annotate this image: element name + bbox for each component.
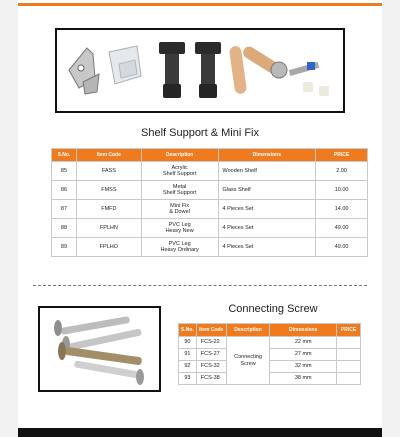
table-row [52,200,368,219]
cell-sno: 91 [179,349,197,361]
desc-line-1: Metal [172,183,187,190]
cell-sno: 90 [179,337,197,349]
col-header-sno: S.No. [179,324,197,337]
pvc-leg-images [159,42,221,98]
screw-section-title: Connecting Screw [228,303,318,315]
cell-description [141,162,218,181]
col-header-dimensions: Dimensions [270,324,337,337]
section-divider [33,285,367,286]
cell-price: 10.00 [316,181,368,200]
cell-item-code: FMSS [76,181,141,200]
cell-item-code: FCS-27 [196,349,226,361]
desc-line-1: PVC Leg [168,221,191,228]
cell-sno: 85 [52,162,77,181]
table-row [52,162,368,181]
desc-line-2: Shelf Support [162,171,197,177]
cell-dimensions: Wooden Shelf [218,162,316,181]
cell-item-code: FPLHO [76,238,141,257]
cell-sno: 86 [52,181,77,200]
desc-line-2: & Dowel [169,209,190,215]
cell-item-code: FMFD [76,200,141,219]
desc-line-2: Heavy New [165,228,194,234]
cell-item-code: FPLHN [76,219,141,238]
cell-sno: 87 [52,200,77,219]
cell-dimensions: 4 Pieces Set [218,219,316,238]
cell-dimensions: 4 Pieces Set [218,200,316,219]
col-header-item-code: Item Code [76,149,141,162]
catalog-page [18,0,382,437]
cell-item-code: FCS-22 [196,337,226,349]
cell-item-code: FCS-32 [196,361,226,373]
table-row [52,238,368,257]
desc-line-1: Acrylic [171,164,188,171]
cell-description: Connecting Screw [226,337,270,385]
cell-price [337,349,361,361]
table-header-row [179,324,361,337]
bottom-black-bar [18,428,382,437]
cell-item-code: FCS-38 [196,373,226,385]
cell-price: 49.00 [316,219,368,238]
shelf-support-product-photo [55,28,345,113]
connecting-screw-product-photo [38,306,161,392]
metal-shelf-support-image [69,48,99,94]
col-header-price: PRICE [337,324,361,337]
cell-description [141,219,218,238]
cell-price [337,361,361,373]
col-header-dimensions: Dimensions [218,149,316,162]
col-header-description: Description [141,149,218,162]
connecting-screw-table [178,323,361,385]
col-header-item-code: Item Code [196,324,226,337]
desc-line-2: Shelf Support [162,190,197,196]
desc-line-1: PVC Leg [168,240,191,247]
cell-dimensions: 32 mm [270,361,337,373]
cell-price: 2.00 [316,162,368,181]
cell-dimensions: 22 mm [270,337,337,349]
cell-description [141,238,218,257]
acrylic-shelf-support-image [109,46,141,84]
cell-price: 49.00 [316,238,368,257]
cell-dimensions: Glass Shelf [218,181,316,200]
table-row [179,337,361,349]
cell-dimensions: 38 mm [270,373,337,385]
shelf-section-title: Shelf Support & Mini Fix [141,127,259,139]
desc-line-1: Mini Fix [170,202,190,209]
cell-description [141,200,218,219]
mini-fix-image [271,62,329,96]
cell-price: 14.00 [316,200,368,219]
col-header-description: Description [226,324,270,337]
cell-price [337,373,361,385]
shelf-support-table [51,148,368,257]
col-header-price: PRICE [316,149,368,162]
top-orange-rule [18,3,382,6]
cell-sno: 89 [52,238,77,257]
table-row [179,349,361,361]
cell-price [337,337,361,349]
table-row [52,181,368,200]
cell-dimensions: 27 mm [270,349,337,361]
cell-sno: 92 [179,361,197,373]
table-row [52,219,368,238]
table-row [179,373,361,385]
connecting-screw-images [54,316,144,385]
cell-sno: 88 [52,219,77,238]
cell-dimensions: 4 Pieces Set [218,238,316,257]
desc-line-2: Heavy Ordinary [160,247,199,253]
cell-description [141,181,218,200]
col-header-sno: S.No. [52,149,77,162]
table-row [179,361,361,373]
table-header-row [52,149,368,162]
cell-item-code: FASS [76,162,141,181]
cell-sno: 93 [179,373,197,385]
